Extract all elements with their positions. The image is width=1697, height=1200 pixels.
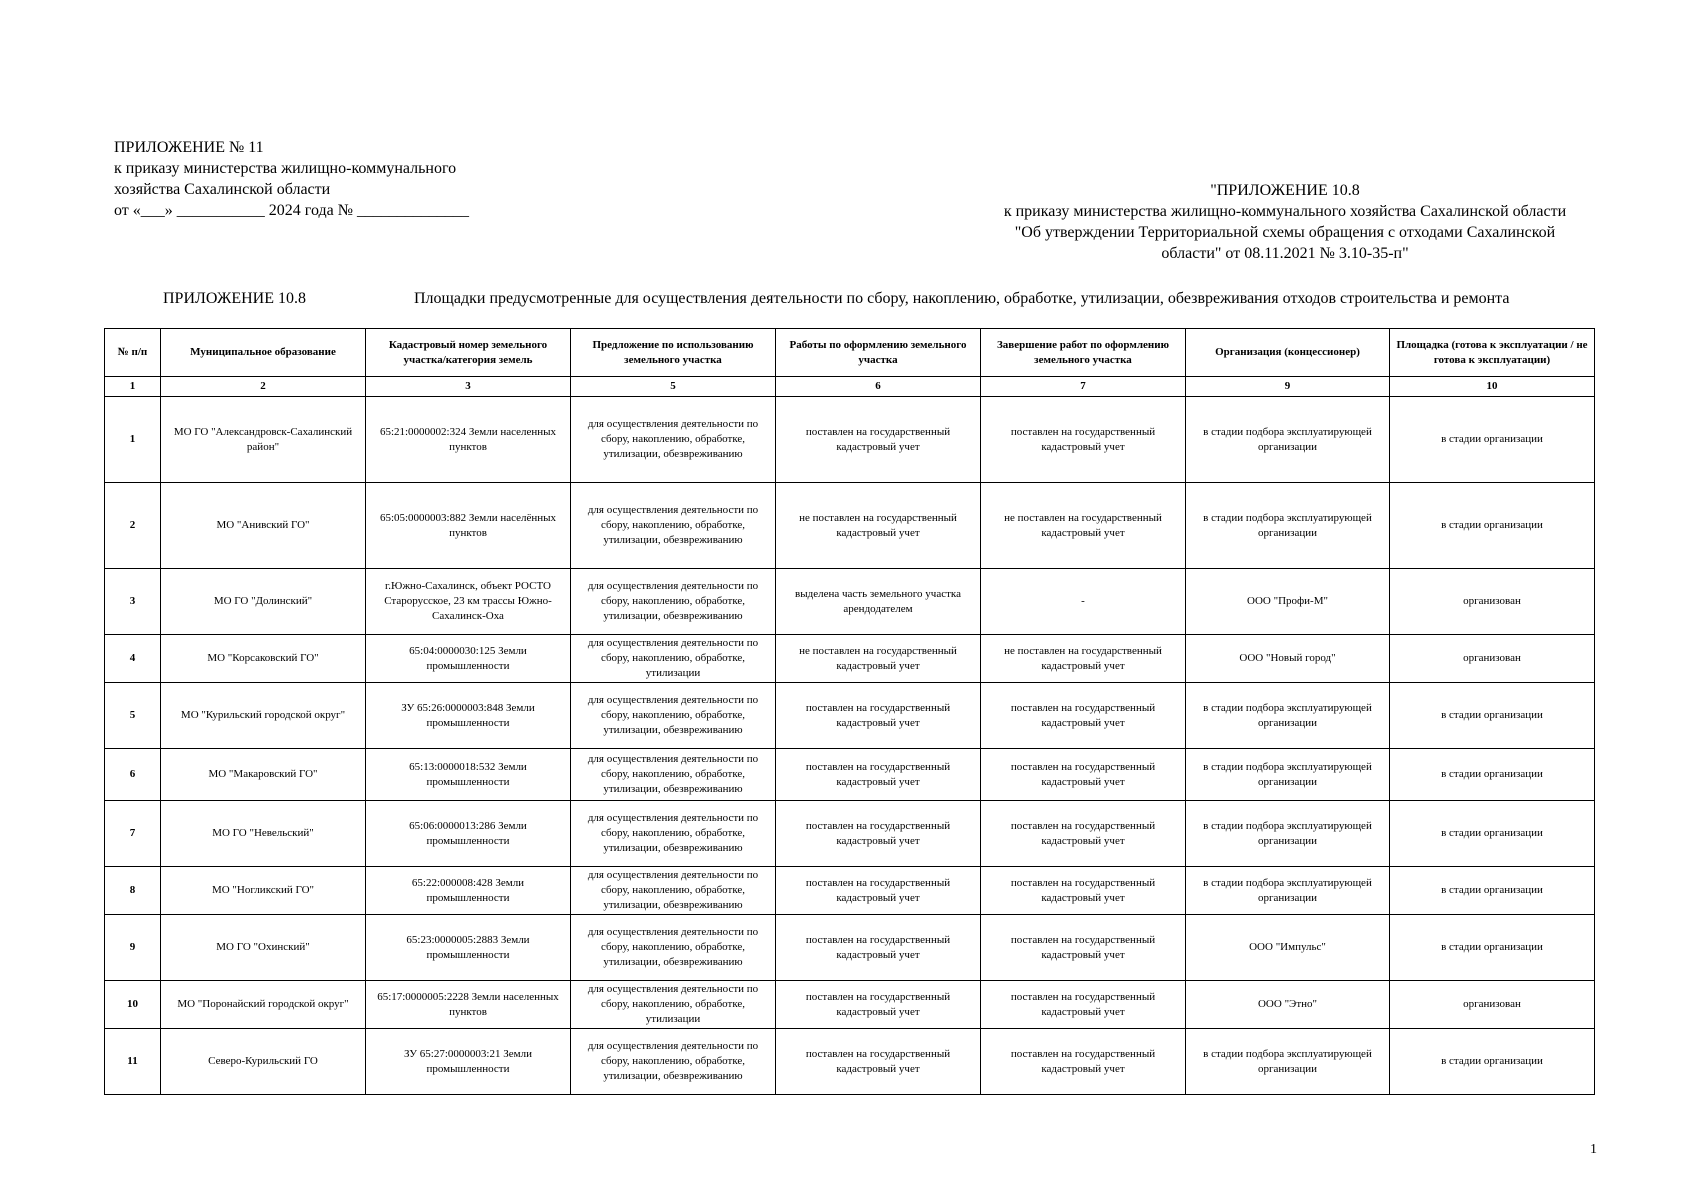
table-header-row bbox=[105, 329, 1595, 377]
order-date-line: от «___» ___________ 2024 года № ______________ bbox=[114, 202, 469, 219]
proposal-cell: для осуществления деятельности по сбору, накоплению, обработке, утилизации, обезвреживанию bbox=[571, 569, 776, 635]
cadastral-cell: 65:13:0000018:532 Земли промышленности bbox=[366, 749, 571, 801]
site-status-cell: в стадии организации bbox=[1390, 1029, 1595, 1095]
appendix-header-left bbox=[114, 137, 469, 221]
completion-cell: не поставлен на государственный кадастровый учет bbox=[981, 483, 1186, 569]
proposal-cell: для осуществления деятельности по сбору, накоплению, обработке, утилизации, обезвреживанию bbox=[571, 397, 776, 483]
municipality-cell: МО ГО "Невельский" bbox=[161, 801, 366, 867]
completion-cell: не поставлен на государственный кадастровый учет bbox=[981, 635, 1186, 683]
column-number: 2 bbox=[161, 377, 366, 397]
header-cell-organization: Организация (концессионер) bbox=[1186, 329, 1390, 377]
organization-cell: в стадии подбора эксплуатирующей организации bbox=[1186, 867, 1390, 915]
works-cell: поставлен на государственный кадастровый учет bbox=[776, 801, 981, 867]
site-status-cell: в стадии организации bbox=[1390, 397, 1595, 483]
proposal-cell: для осуществления деятельности по сбору, накоплению, обработке, утилизации, обезвреживанию bbox=[571, 867, 776, 915]
header-cell-site-status: Площадка (готова к эксплуатации / не готова к эксплуатации) bbox=[1390, 329, 1595, 377]
row-number: 4 bbox=[105, 635, 161, 683]
column-number: 6 bbox=[776, 377, 981, 397]
proposal-cell: для осуществления деятельности по сбору, накоплению, обработке, утилизации, обезвреживанию bbox=[571, 801, 776, 867]
municipality-cell: МО ГО "Александровск-Сахалинский район" bbox=[161, 397, 366, 483]
site-status-cell: в стадии организации bbox=[1390, 867, 1595, 915]
completion-cell: поставлен на государственный кадастровый учет bbox=[981, 801, 1186, 867]
row-number: 10 bbox=[105, 981, 161, 1029]
table-row bbox=[105, 1029, 1595, 1095]
completion-cell: поставлен на государственный кадастровый учет bbox=[981, 981, 1186, 1029]
organization-cell: в стадии подбора эксплуатирующей организации bbox=[1186, 1029, 1390, 1095]
row-number: 2 bbox=[105, 483, 161, 569]
completion-cell: поставлен на государственный кадастровый учет bbox=[981, 1029, 1186, 1095]
row-number: 6 bbox=[105, 749, 161, 801]
organization-cell: в стадии подбора эксплуатирующей организации bbox=[1186, 801, 1390, 867]
cadastral-cell: ЗУ 65:27:0000003:21 Земли промышленности bbox=[366, 1029, 571, 1095]
organization-cell: ООО "Новый город" bbox=[1186, 635, 1390, 683]
table-row bbox=[105, 569, 1595, 635]
completion-cell: поставлен на государственный кадастровый учет bbox=[981, 749, 1186, 801]
municipality-cell: МО "Ногликский ГО" bbox=[161, 867, 366, 915]
works-cell: не поставлен на государственный кадастровый учет bbox=[776, 483, 981, 569]
row-number: 7 bbox=[105, 801, 161, 867]
cadastral-cell: 65:23:0000005:2883 Земли промышленности bbox=[366, 915, 571, 981]
header-cell-municipality: Муниципальное образование bbox=[161, 329, 366, 377]
cadastral-cell: 65:06:0000013:286 Земли промышленности bbox=[366, 801, 571, 867]
row-number: 1 bbox=[105, 397, 161, 483]
table-row bbox=[105, 867, 1595, 915]
sites-table bbox=[104, 328, 1595, 1095]
cadastral-cell: г.Южно-Сахалинск, объект РОСТО Старорусское, 23 км трассы Южно-Сахалинск-Оха bbox=[366, 569, 571, 635]
works-cell: поставлен на государственный кадастровый учет bbox=[776, 749, 981, 801]
municipality-cell: МО "Анивский ГО" bbox=[161, 483, 366, 569]
proposal-cell: для осуществления деятельности по сбору, накоплению, обработке, утилизации, обезвреживанию bbox=[571, 683, 776, 749]
completion-cell: - bbox=[981, 569, 1186, 635]
proposal-cell: для осуществления деятельности по сбору, накоплению, обработке, утилизации, обезвреживанию bbox=[571, 749, 776, 801]
municipality-cell: МО "Корсаковский ГО" bbox=[161, 635, 366, 683]
organization-cell: в стадии подбора эксплуатирующей организации bbox=[1186, 397, 1390, 483]
column-number: 10 bbox=[1390, 377, 1595, 397]
order-reference-right-1: к приказу министерства жилищно-коммунального хозяйства Сахалинской области bbox=[1003, 203, 1567, 220]
header-cell-number: № п/п bbox=[105, 329, 161, 377]
appendix-number: ПРИЛОЖЕНИЕ № 11 bbox=[114, 139, 264, 156]
table-row bbox=[105, 981, 1595, 1029]
municipality-cell: Северо-Курильский ГО bbox=[161, 1029, 366, 1095]
header-cell-works: Работы по оформлению земельного участка bbox=[776, 329, 981, 377]
works-cell: поставлен на государственный кадастровый учет bbox=[776, 1029, 981, 1095]
column-number: 9 bbox=[1186, 377, 1390, 397]
works-cell: поставлен на государственный кадастровый учет bbox=[776, 867, 981, 915]
column-number: 1 bbox=[105, 377, 161, 397]
cadastral-cell: 65:21:0000002:324 Земли населенных пунктов bbox=[366, 397, 571, 483]
works-cell: поставлен на государственный кадастровый учет bbox=[776, 915, 981, 981]
works-cell: выделена часть земельного участка арендодателем bbox=[776, 569, 981, 635]
organization-cell: в стадии подбора эксплуатирующей организации bbox=[1186, 749, 1390, 801]
site-status-cell: в стадии организации bbox=[1390, 801, 1595, 867]
table-row bbox=[105, 749, 1595, 801]
completion-cell: поставлен на государственный кадастровый учет bbox=[981, 397, 1186, 483]
header-cell-cadastral: Кадастровый номер земельного участка/категория земель bbox=[366, 329, 571, 377]
column-number: 5 bbox=[571, 377, 776, 397]
proposal-cell: для осуществления деятельности по сбору, накоплению, обработке, утилизации, обезвреживанию bbox=[571, 483, 776, 569]
table-row bbox=[105, 801, 1595, 867]
site-status-cell: в стадии организации bbox=[1390, 749, 1595, 801]
row-number: 9 bbox=[105, 915, 161, 981]
order-reference-line-1: к приказу министерства жилищно-коммунального bbox=[114, 160, 457, 177]
completion-cell: поставлен на государственный кадастровый учет bbox=[981, 867, 1186, 915]
works-cell: поставлен на государственный кадастровый учет bbox=[776, 683, 981, 749]
row-number: 3 bbox=[105, 569, 161, 635]
organization-cell: ООО "Импульс" bbox=[1186, 915, 1390, 981]
site-status-cell: в стадии организации bbox=[1390, 683, 1595, 749]
order-reference-right-3: области" от 08.11.2021 № 3.10-35-п" bbox=[1161, 245, 1409, 262]
row-number: 11 bbox=[105, 1029, 161, 1095]
organization-cell: в стадии подбора эксплуатирующей организации bbox=[1186, 483, 1390, 569]
completion-cell: поставлен на государственный кадастровый учет bbox=[981, 915, 1186, 981]
site-status-cell: в стадии организации bbox=[1390, 915, 1595, 981]
works-cell: поставлен на государственный кадастровый учет bbox=[776, 981, 981, 1029]
order-reference-right-2: "Об утверждении Территориальной схемы обращения с отходами Сахалинской bbox=[1014, 224, 1556, 241]
cadastral-cell: 65:22:000008:428 Земли промышленности bbox=[366, 867, 571, 915]
header-cell-completion: Завершение работ по оформлению земельного участка bbox=[981, 329, 1186, 377]
document-label: ПРИЛОЖЕНИЕ 10.8 bbox=[163, 290, 307, 307]
municipality-cell: МО ГО "Охинский" bbox=[161, 915, 366, 981]
header-cell-proposal: Предложение по использованию земельного участка bbox=[571, 329, 776, 377]
site-status-cell: организован bbox=[1390, 981, 1595, 1029]
site-status-cell: в стадии организации bbox=[1390, 483, 1595, 569]
cadastral-cell: 65:17:0000005:2228 Земли населенных пунктов bbox=[366, 981, 571, 1029]
proposal-cell: для осуществления деятельности по сбору, накоплению, обработке, утилизации bbox=[571, 635, 776, 683]
completion-cell: поставлен на государственный кадастровый учет bbox=[981, 683, 1186, 749]
site-status-cell: организован bbox=[1390, 635, 1595, 683]
table-row bbox=[105, 397, 1595, 483]
organization-cell: ООО "Этно" bbox=[1186, 981, 1390, 1029]
column-number-row bbox=[105, 377, 1595, 397]
municipality-cell: МО "Курильский городской округ" bbox=[161, 683, 366, 749]
document-title: Площадки предусмотренные для осуществления деятельности по сбору, накоплению, обработке, утилизации, обезвреживания отходов строительства и ремонта bbox=[414, 290, 1510, 307]
municipality-cell: МО "Поронайский городской округ" bbox=[161, 981, 366, 1029]
cadastral-cell: 65:05:0000003:882 Земли населённых пунктов bbox=[366, 483, 571, 569]
proposal-cell: для осуществления деятельности по сбору, накоплению, обработке, утилизации, обезвреживанию bbox=[571, 1029, 776, 1095]
appendix-header-right bbox=[985, 180, 1585, 264]
site-status-cell: организован bbox=[1390, 569, 1595, 635]
column-number: 7 bbox=[981, 377, 1186, 397]
column-number: 3 bbox=[366, 377, 571, 397]
municipality-cell: МО "Макаровский ГО" bbox=[161, 749, 366, 801]
table-row bbox=[105, 483, 1595, 569]
organization-cell: в стадии подбора эксплуатирующей организации bbox=[1186, 683, 1390, 749]
order-reference-line-2: хозяйства Сахалинской области bbox=[114, 181, 331, 198]
proposal-cell: для осуществления деятельности по сбору, накоплению, обработке, утилизации bbox=[571, 981, 776, 1029]
appendix-10-8-label: "ПРИЛОЖЕНИЕ 10.8 bbox=[1210, 182, 1360, 199]
works-cell: поставлен на государственный кадастровый учет bbox=[776, 397, 981, 483]
table-row bbox=[105, 915, 1595, 981]
organization-cell: ООО "Профи-М" bbox=[1186, 569, 1390, 635]
table-row bbox=[105, 683, 1595, 749]
page-number: 1 bbox=[1590, 1142, 1597, 1157]
proposal-cell: для осуществления деятельности по сбору, накоплению, обработке, утилизации, обезвреживанию bbox=[571, 915, 776, 981]
works-cell: не поставлен на государственный кадастровый учет bbox=[776, 635, 981, 683]
table-row bbox=[105, 635, 1595, 683]
row-number: 5 bbox=[105, 683, 161, 749]
cadastral-cell: 65:04:0000030:125 Земли промышленности bbox=[366, 635, 571, 683]
cadastral-cell: ЗУ 65:26:0000003:848 Земли промышленности bbox=[366, 683, 571, 749]
row-number: 8 bbox=[105, 867, 161, 915]
municipality-cell: МО ГО "Долинский" bbox=[161, 569, 366, 635]
